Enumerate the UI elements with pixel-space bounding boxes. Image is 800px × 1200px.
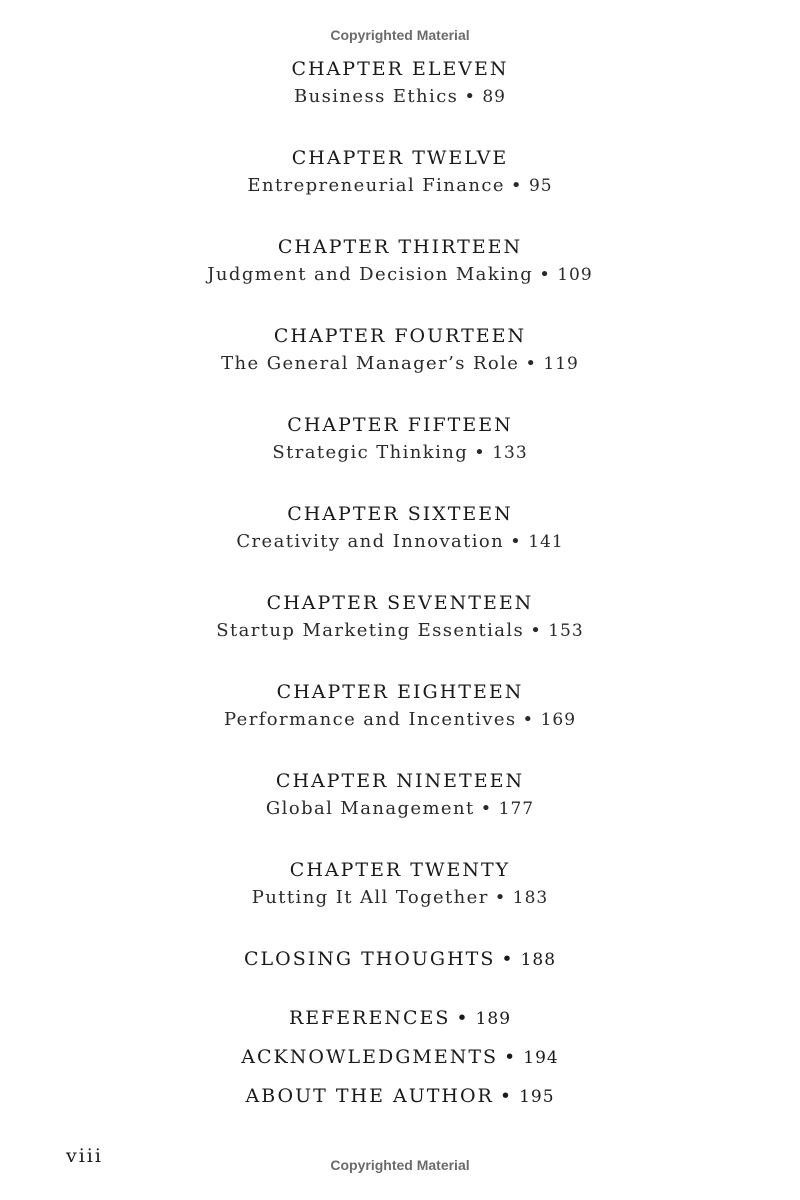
chapter-title-line: [0, 82, 800, 112]
chapter-page-number: 133: [492, 443, 528, 463]
chapter-label: CHAPTER FIFTEEN: [287, 414, 513, 436]
separator-dot: •: [501, 948, 515, 970]
toc-chapter-20: [0, 857, 800, 946]
toc-chapter-11: [0, 56, 800, 145]
separator-dot: •: [525, 353, 538, 374]
chapter-title: Judgment and Decision Making: [207, 264, 534, 285]
chapter-label: CHAPTER THIRTEEN: [277, 236, 523, 258]
chapter-title-line: [0, 616, 800, 646]
chapter-title: Creativity and Innovation: [236, 531, 505, 552]
closing-thoughts-page-number: 188: [520, 950, 557, 970]
separator-dot: •: [510, 175, 523, 196]
page-folio: viii: [66, 1145, 103, 1167]
closing-thoughts-label: CLOSING THOUGHTS: [243, 948, 496, 970]
acknowledgments-page-number: 194: [523, 1048, 559, 1068]
table-of-contents: [0, 56, 800, 1122]
chapter-title: Business Ethics: [294, 86, 459, 107]
separator-dot: •: [474, 442, 487, 463]
chapter-title-line: [0, 527, 800, 557]
chapter-page-number: 95: [528, 176, 553, 196]
toc-acknowledgments: [0, 1044, 800, 1083]
about-author-label: ABOUT THE AUTHOR: [245, 1085, 494, 1107]
separator-dot: •: [539, 264, 552, 285]
separator-dot: •: [510, 531, 523, 552]
chapter-title: Global Management: [265, 798, 475, 819]
separator-dot: •: [464, 86, 477, 107]
toc-chapter-13: [0, 234, 800, 323]
chapter-title-line: [0, 171, 800, 201]
toc-closing-thoughts: [0, 946, 800, 1005]
chapter-label: CHAPTER TWENTY: [289, 859, 511, 881]
chapter-label: CHAPTER EIGHTEEN: [276, 681, 524, 703]
separator-dot: •: [530, 620, 543, 641]
chapter-label: CHAPTER TWELVE: [291, 147, 509, 169]
chapter-page-number: 153: [548, 621, 584, 641]
toc-chapter-12: [0, 145, 800, 234]
toc-chapter-16: [0, 501, 800, 590]
about-author-page-number: 195: [519, 1087, 555, 1107]
chapter-page-number: 141: [528, 532, 564, 552]
chapter-page-number: 183: [512, 888, 549, 908]
chapter-title-line: [0, 438, 800, 468]
chapter-title: Entrepreneurial Finance: [247, 175, 505, 196]
chapter-title: Strategic Thinking: [272, 442, 469, 463]
toc-chapter-17: [0, 590, 800, 679]
chapter-title-line: [0, 705, 800, 735]
chapter-page-number: 177: [498, 799, 535, 819]
chapter-page-number: 89: [482, 87, 506, 107]
chapter-page-number: 119: [543, 354, 579, 374]
separator-dot: •: [499, 1085, 514, 1107]
separator-dot: •: [504, 1046, 518, 1068]
copyright-watermark-bottom: Copyrighted Material: [330, 1157, 470, 1173]
toc-references: [0, 1005, 800, 1044]
toc-chapter-14: [0, 323, 800, 412]
chapter-label: CHAPTER NINETEEN: [275, 770, 525, 792]
chapter-title: Performance and Incentives: [223, 709, 517, 730]
chapter-label: CHAPTER FOURTEEN: [273, 325, 527, 347]
chapter-title-line: [0, 349, 800, 379]
chapter-label: CHAPTER SIXTEEN: [287, 503, 513, 525]
chapter-label: CHAPTER SEVENTEEN: [266, 592, 534, 614]
toc-about-the-author: [0, 1083, 800, 1122]
toc-chapter-15: [0, 412, 800, 501]
chapter-page-number: 169: [540, 710, 577, 730]
chapter-title: Startup Marketing Essentials: [216, 620, 525, 641]
chapter-page-number: 109: [557, 265, 593, 285]
chapter-title-line: [0, 883, 800, 913]
separator-dot: •: [522, 709, 535, 730]
separator-dot: •: [494, 887, 507, 908]
acknowledgments-label: ACKNOWLEDGMENTS: [241, 1046, 499, 1068]
references-page-number: 189: [475, 1009, 512, 1029]
chapter-title-line: [0, 794, 800, 824]
references-label: REFERENCES: [288, 1007, 451, 1029]
copyright-watermark-top: Copyrighted Material: [330, 27, 470, 43]
separator-dot: •: [456, 1007, 470, 1029]
chapter-title: Putting It All Together: [251, 887, 489, 908]
toc-chapter-18: [0, 679, 800, 768]
toc-chapter-19: [0, 768, 800, 857]
chapter-title-line: [0, 260, 800, 290]
chapter-title: The General Manager’s Role: [221, 353, 520, 374]
separator-dot: •: [480, 798, 493, 819]
chapter-label: CHAPTER ELEVEN: [291, 58, 509, 80]
